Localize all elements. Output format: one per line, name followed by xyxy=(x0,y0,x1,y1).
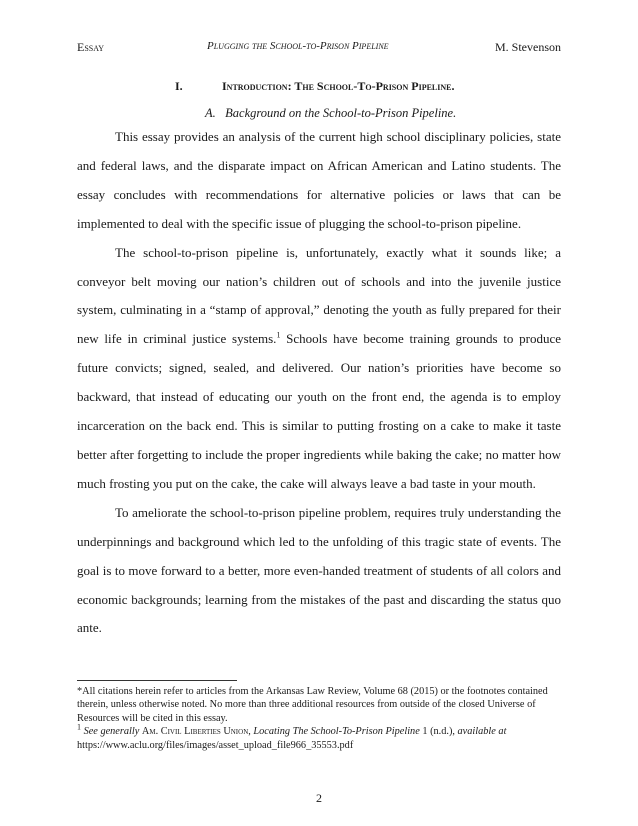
footnote-1-pin: 1 (n.d.), xyxy=(419,726,458,738)
footnote-ref-1[interactable]: 1 xyxy=(276,331,281,341)
paragraph-2-part-a: The school-to-prison pipeline is, unfortunately, exactly what it sounds like; a conveyor belt moving our nation’s children out of schools and into the juvenile justice system, culminating in a “stamp of approval,” denoting the youth as fully prepared for their new life in criminal justice systems. xyxy=(77,244,561,347)
footnote-1-title: Locating The School-To-Prison Pipeline xyxy=(253,726,420,738)
body-text xyxy=(77,123,561,643)
subsection-label: A. xyxy=(205,106,216,120)
footnote-1-url[interactable]: https://www.aclu.org/files/images/asset_upload_file966_35553.pdf xyxy=(77,739,354,751)
footnote-1-available: available at xyxy=(457,726,507,738)
footnotes xyxy=(77,685,561,752)
paragraph-3: To ameliorate the school-to-prison pipeline problem, requires truly understanding the underpinnings and background which led to the unfolding of this tragic state of events. The goal is to move forward to a better, more even-handed treatment of students of all colors and economic backgrounds; learning from the mistakes of the past and discarding the status quo ante. xyxy=(77,504,561,636)
subsection-title: Background on the School-to-Prison Pipeline. xyxy=(225,106,457,120)
subsection-heading xyxy=(205,106,456,121)
footnote-1-org: Am. Civil Liberties Union xyxy=(141,726,249,738)
paragraph-2-part-b: Schools have become training grounds to produce future convicts; signed, sealed, and delivered. Our nation’s priorities have become so backward, that instead of educating our youth on the front end, the agenda is to employ incarceration on the back end. This is similar to putting frosting on a cake to make it taste better after forgetting to include the proper ingredients while baking the cake; no matter how much frosting you put on the cake, the cake will always leave a bad taste in your mouth. xyxy=(77,331,562,491)
footnote-1: $^1$ See generally Am. Civil Liberties Union, Locating The School-To-Prison Pipeline 1 (n.d.), available at https://www.aclu.org/files/images/asset_upload_file966_35553.pdf xyxy=(77,722,507,751)
page-number: 2 xyxy=(316,791,322,805)
header-title: Plugging the School-to-Prison Pipeline xyxy=(207,40,389,52)
footnote-1-signal: See generally xyxy=(83,726,140,738)
paragraph-1: This essay provides an analysis of the current high school disciplinary policies, state and federal laws, and the disparate impact on African American and Latino students. The essay concludes with recommendations for alternative policies or laws that can be implemented to deal with the specific issue of plugging the school-to-prison pipeline. xyxy=(77,129,561,231)
section-number: I. xyxy=(175,79,183,93)
paragraph-2 xyxy=(77,239,561,499)
running-header xyxy=(77,40,561,56)
footnote-separator xyxy=(77,680,237,681)
footnote-star: *All citations herein refer to articles from the Arkansas Law Review, Volume 68 (2015) or the footnotes contained therein, unless otherwise noted. No more than three additional resources from outside of the closed Universe of Resources will be cited in this essay. xyxy=(77,686,548,724)
header-author: M. Stevenson xyxy=(495,40,561,54)
section-title: Introduction: The School-To-Prison Pipeline. xyxy=(222,79,455,93)
footnote-1-number: 1 xyxy=(77,722,81,732)
header-left: Essay xyxy=(77,40,105,54)
